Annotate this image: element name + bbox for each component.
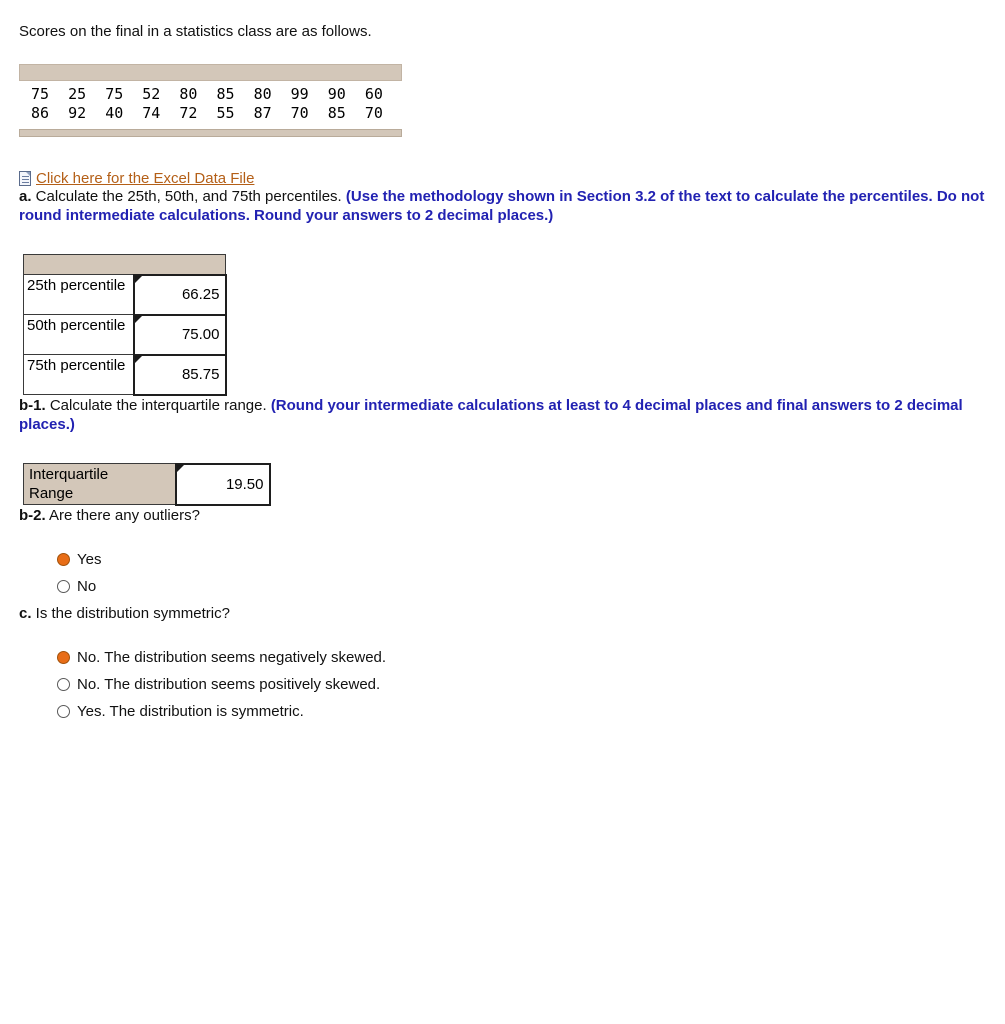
scores-table-scrollbar[interactable] bbox=[19, 129, 402, 137]
radio-no[interactable] bbox=[57, 580, 70, 593]
interquartile-value-input[interactable]: 19.50 bbox=[176, 464, 270, 505]
b2-options bbox=[57, 550, 985, 596]
percentile-50-value-input[interactable]: 75.00 bbox=[134, 315, 226, 355]
score-value: 99 bbox=[290, 85, 309, 103]
table-row bbox=[24, 355, 226, 395]
list-item bbox=[57, 675, 985, 694]
percentile-table-header bbox=[24, 255, 226, 275]
score-value: 72 bbox=[179, 104, 198, 122]
score-value: 87 bbox=[253, 104, 272, 122]
excel-file-icon bbox=[19, 171, 31, 186]
radio-positively-skewed[interactable] bbox=[57, 678, 70, 691]
interquartile-label-text: Interquartile Range bbox=[29, 466, 109, 502]
interquartile-label bbox=[24, 464, 176, 505]
score-value: 40 bbox=[105, 104, 124, 122]
scores-row bbox=[31, 85, 402, 104]
score-value: 92 bbox=[68, 104, 87, 122]
part-a-text bbox=[19, 187, 985, 225]
radio-symmetric-label: Yes. The distribution is symmetric. bbox=[77, 702, 304, 720]
part-c-question: Is the distribution symmetric? bbox=[31, 604, 230, 622]
score-value: 85 bbox=[216, 85, 235, 103]
part-b2-text bbox=[19, 506, 985, 525]
percentile-25-value-input[interactable]: 66.25 bbox=[134, 275, 226, 315]
excel-data-file-link[interactable]: Click here for the Excel Data File bbox=[36, 170, 255, 187]
score-value: 55 bbox=[216, 104, 235, 122]
score-value: 85 bbox=[327, 104, 346, 122]
radio-no-label: No bbox=[77, 577, 97, 595]
percentile-25-label: 25th percentile bbox=[24, 275, 134, 315]
list-item bbox=[57, 577, 985, 596]
c-options bbox=[57, 648, 985, 721]
score-value: 74 bbox=[142, 104, 161, 122]
part-a-question: Calculate the 25th, 50th, and 75th percentiles. bbox=[31, 188, 346, 205]
score-value: 25 bbox=[68, 85, 87, 103]
question-intro: Scores on the final in a statistics class are as follows. bbox=[19, 23, 372, 40]
part-b1-text bbox=[19, 396, 985, 434]
radio-negatively-skewed-label: No. The distribution seems negatively skewed. bbox=[77, 648, 387, 666]
part-c-text bbox=[19, 604, 985, 623]
part-b2-question: Are there any outliers? bbox=[45, 506, 200, 524]
table-row bbox=[24, 464, 270, 505]
radio-negatively-skewed[interactable] bbox=[57, 651, 70, 664]
score-value: 80 bbox=[253, 85, 272, 103]
percentile-table-header-row bbox=[24, 255, 226, 275]
score-value: 80 bbox=[179, 85, 198, 103]
table-row bbox=[24, 275, 226, 315]
list-item bbox=[57, 550, 985, 569]
score-value: 75 bbox=[105, 85, 124, 103]
score-value: 70 bbox=[290, 104, 309, 122]
table-row bbox=[24, 315, 226, 355]
score-value: 70 bbox=[364, 104, 383, 122]
part-b1-question: Calculate the interquartile range. bbox=[45, 396, 271, 414]
scores-table bbox=[19, 64, 402, 137]
score-value: 75 bbox=[31, 85, 50, 103]
scores-table-header-bar bbox=[19, 64, 402, 81]
part-b2-prefix: b-2. bbox=[19, 506, 46, 524]
percentile-table bbox=[23, 254, 227, 396]
radio-yes-label: Yes bbox=[77, 550, 102, 568]
part-c-prefix: c. bbox=[19, 604, 32, 622]
percentile-75-value-input[interactable]: 85.75 bbox=[134, 355, 226, 395]
part-b1-prefix: b-1. bbox=[19, 396, 46, 414]
score-value: 86 bbox=[31, 104, 50, 122]
percentile-50-label: 50th percentile bbox=[24, 315, 134, 355]
list-item bbox=[57, 702, 985, 721]
excel-link-row bbox=[19, 170, 985, 187]
score-value: 90 bbox=[327, 85, 346, 103]
part-b1-instruction: (Round your intermediate calculations at least to 4 decimal places and final answers to 2 decimal places.) bbox=[19, 396, 963, 433]
part-a-prefix: a. bbox=[19, 188, 32, 205]
interquartile-table bbox=[23, 463, 271, 506]
scores-row bbox=[31, 104, 402, 123]
radio-yes[interactable] bbox=[57, 553, 70, 566]
part-a-instruction: (Use the methodology shown in Section 3.2 of the text to calculate the percentiles. Do not round intermediate calculations. Round your answers to 2 decimal places.) bbox=[19, 188, 985, 224]
percentile-75-label: 75th percentile bbox=[24, 355, 134, 395]
scores-table-body bbox=[19, 81, 402, 126]
list-item bbox=[57, 648, 985, 667]
score-value: 52 bbox=[142, 85, 161, 103]
radio-positively-skewed-label: No. The distribution seems positively skewed. bbox=[77, 675, 381, 693]
radio-symmetric[interactable] bbox=[57, 705, 70, 718]
score-value: 60 bbox=[364, 85, 383, 103]
